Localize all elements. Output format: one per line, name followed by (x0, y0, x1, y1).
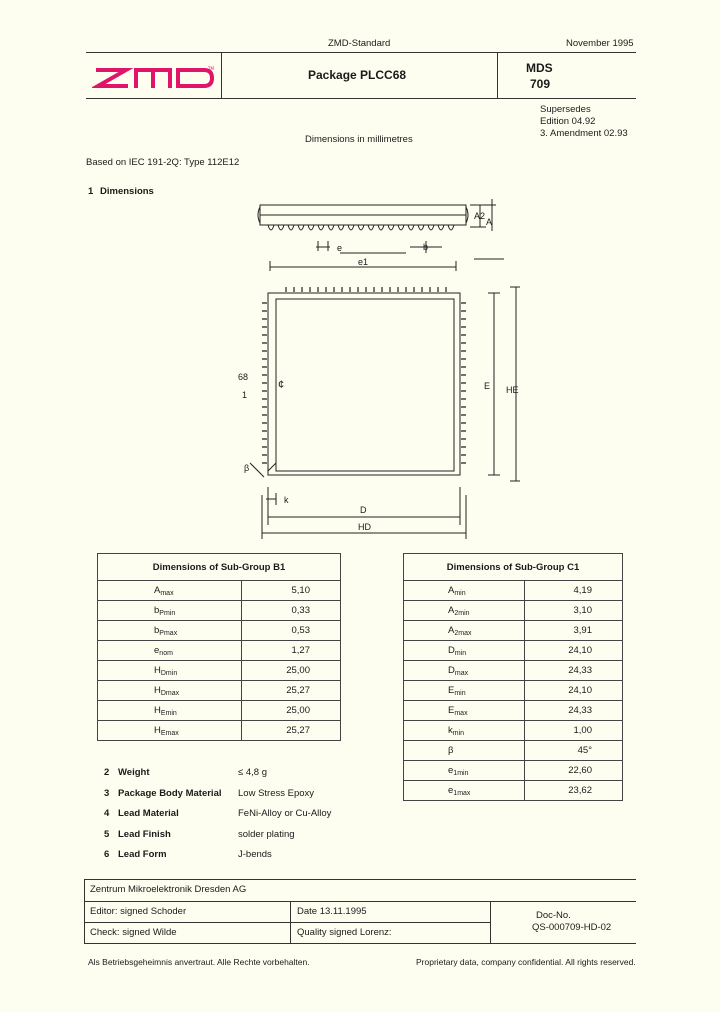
header-date: November 1995 (566, 38, 634, 49)
table-row: $e_{nom}$ 1,27 (98, 641, 341, 661)
table-row: $A_{2max}$ 3,91 (404, 621, 623, 641)
label-A: A (486, 217, 493, 227)
footer-check: Check: signed Wilde (90, 927, 177, 938)
header-standard: ZMD-Standard (328, 38, 391, 49)
section-1-title: Dimensions (100, 186, 154, 197)
property-labels: Weight Package Body Material Lead Material Lead Finish Lead Form (118, 767, 222, 860)
top-view-leads-top (286, 287, 446, 292)
table-row: $D_{min}$ 24,10 (404, 641, 623, 661)
footer-company: Zentrum Mikroelektronik Dresden AG (90, 884, 247, 895)
label-centerline: ¢ (278, 379, 285, 391)
table-row: $H_{Dmax}$ 25,27 (98, 681, 341, 701)
label-pin68: 68 (238, 372, 249, 382)
table-subgroup-b1 (97, 553, 341, 741)
label-b: b (423, 242, 429, 252)
unit-note: Dimensions in millimetres (305, 134, 413, 145)
table-row: $H_{Emin}$ 25,00 (98, 701, 341, 721)
top-view-outline (268, 293, 460, 475)
package-drawing (230, 195, 520, 540)
confidential-de: Als Betriebsgeheimnis anvertraut. Alle Rechte vorbehalten. (88, 957, 310, 967)
table-row: $H_{Dmin}$ 25,00 (98, 661, 341, 681)
confidential-en: Proprietary data, company confidential. All rights reserved. (416, 957, 636, 967)
footer-editor: Editor: signed Schoder (90, 906, 187, 917)
header-title: Package PLCC68 (308, 68, 407, 82)
label-HE: HE (506, 385, 519, 395)
table-row: $e_{1max}$ 23,62 (404, 781, 623, 801)
label-e1: e1 (358, 257, 369, 267)
footer-doc-no-label: Doc-No. (536, 910, 571, 921)
table-row: $H_{Emax}$ 25,27 (98, 721, 341, 741)
footer-quality: Quality signed Lorenz: (297, 927, 392, 938)
property-values: ≤ 4,8 g Low Stress Epoxy FeNi-Alloy or Cu-Alloy solder plating J-bends (238, 767, 332, 860)
table-row: $e_{1min}$ 22,60 (404, 761, 623, 781)
label-pin1: 1 (242, 390, 248, 400)
table-row: $D_{max}$ 24,33 (404, 661, 623, 681)
label-A2: A2 (474, 211, 486, 221)
label-beta: β (244, 463, 250, 473)
doc-code: MDS (526, 61, 553, 75)
basis-text: Based on IEC 191-2Q: Type 112E12 (86, 157, 240, 168)
table-row: $b_{Pmax}$ 0,53 (98, 621, 341, 641)
zmd-logo (92, 62, 216, 92)
section-1-num: 1 (88, 186, 94, 197)
label-E: E (484, 381, 491, 391)
supersedes: Supersedes Edition 04.92 3. Amendment 02.93 (540, 104, 628, 139)
table-row: $A_{2min}$ 3,10 (404, 601, 623, 621)
side-view-leads (268, 225, 454, 230)
top-view-body (276, 299, 454, 471)
label-D: D (360, 505, 367, 515)
svg-text:TM: TM (208, 66, 214, 71)
top-view-leads-sides (262, 303, 466, 463)
table-row: $E_{max}$ 24,33 (404, 701, 623, 721)
table-subgroup-c1 (403, 553, 623, 801)
table-row: $k_{min}$ 1,00 (404, 721, 623, 741)
property-numbers: 2 3 4 5 6 (104, 767, 110, 860)
table-row: β 45° (404, 741, 623, 761)
table-row: $A_{max}$ 5,10 (98, 581, 341, 601)
doc-number: 709 (530, 77, 551, 91)
table-row: $b_{Pmin}$ 0,33 (98, 601, 341, 621)
label-k: k (284, 495, 289, 505)
table-b1-title: Dimensions of Sub-Group B1 (98, 554, 341, 581)
table-row: $A_{min}$ 4,19 (404, 581, 623, 601)
footer-doc-no: QS-000709-HD-02 (532, 922, 612, 933)
label-HD: HD (358, 522, 371, 532)
table-row: $E_{min}$ 24,10 (404, 681, 623, 701)
table-c1-title: Dimensions of Sub-Group C1 (404, 554, 623, 581)
label-e: e (337, 243, 343, 253)
footer-date: Date 13.11.1995 (297, 906, 367, 917)
